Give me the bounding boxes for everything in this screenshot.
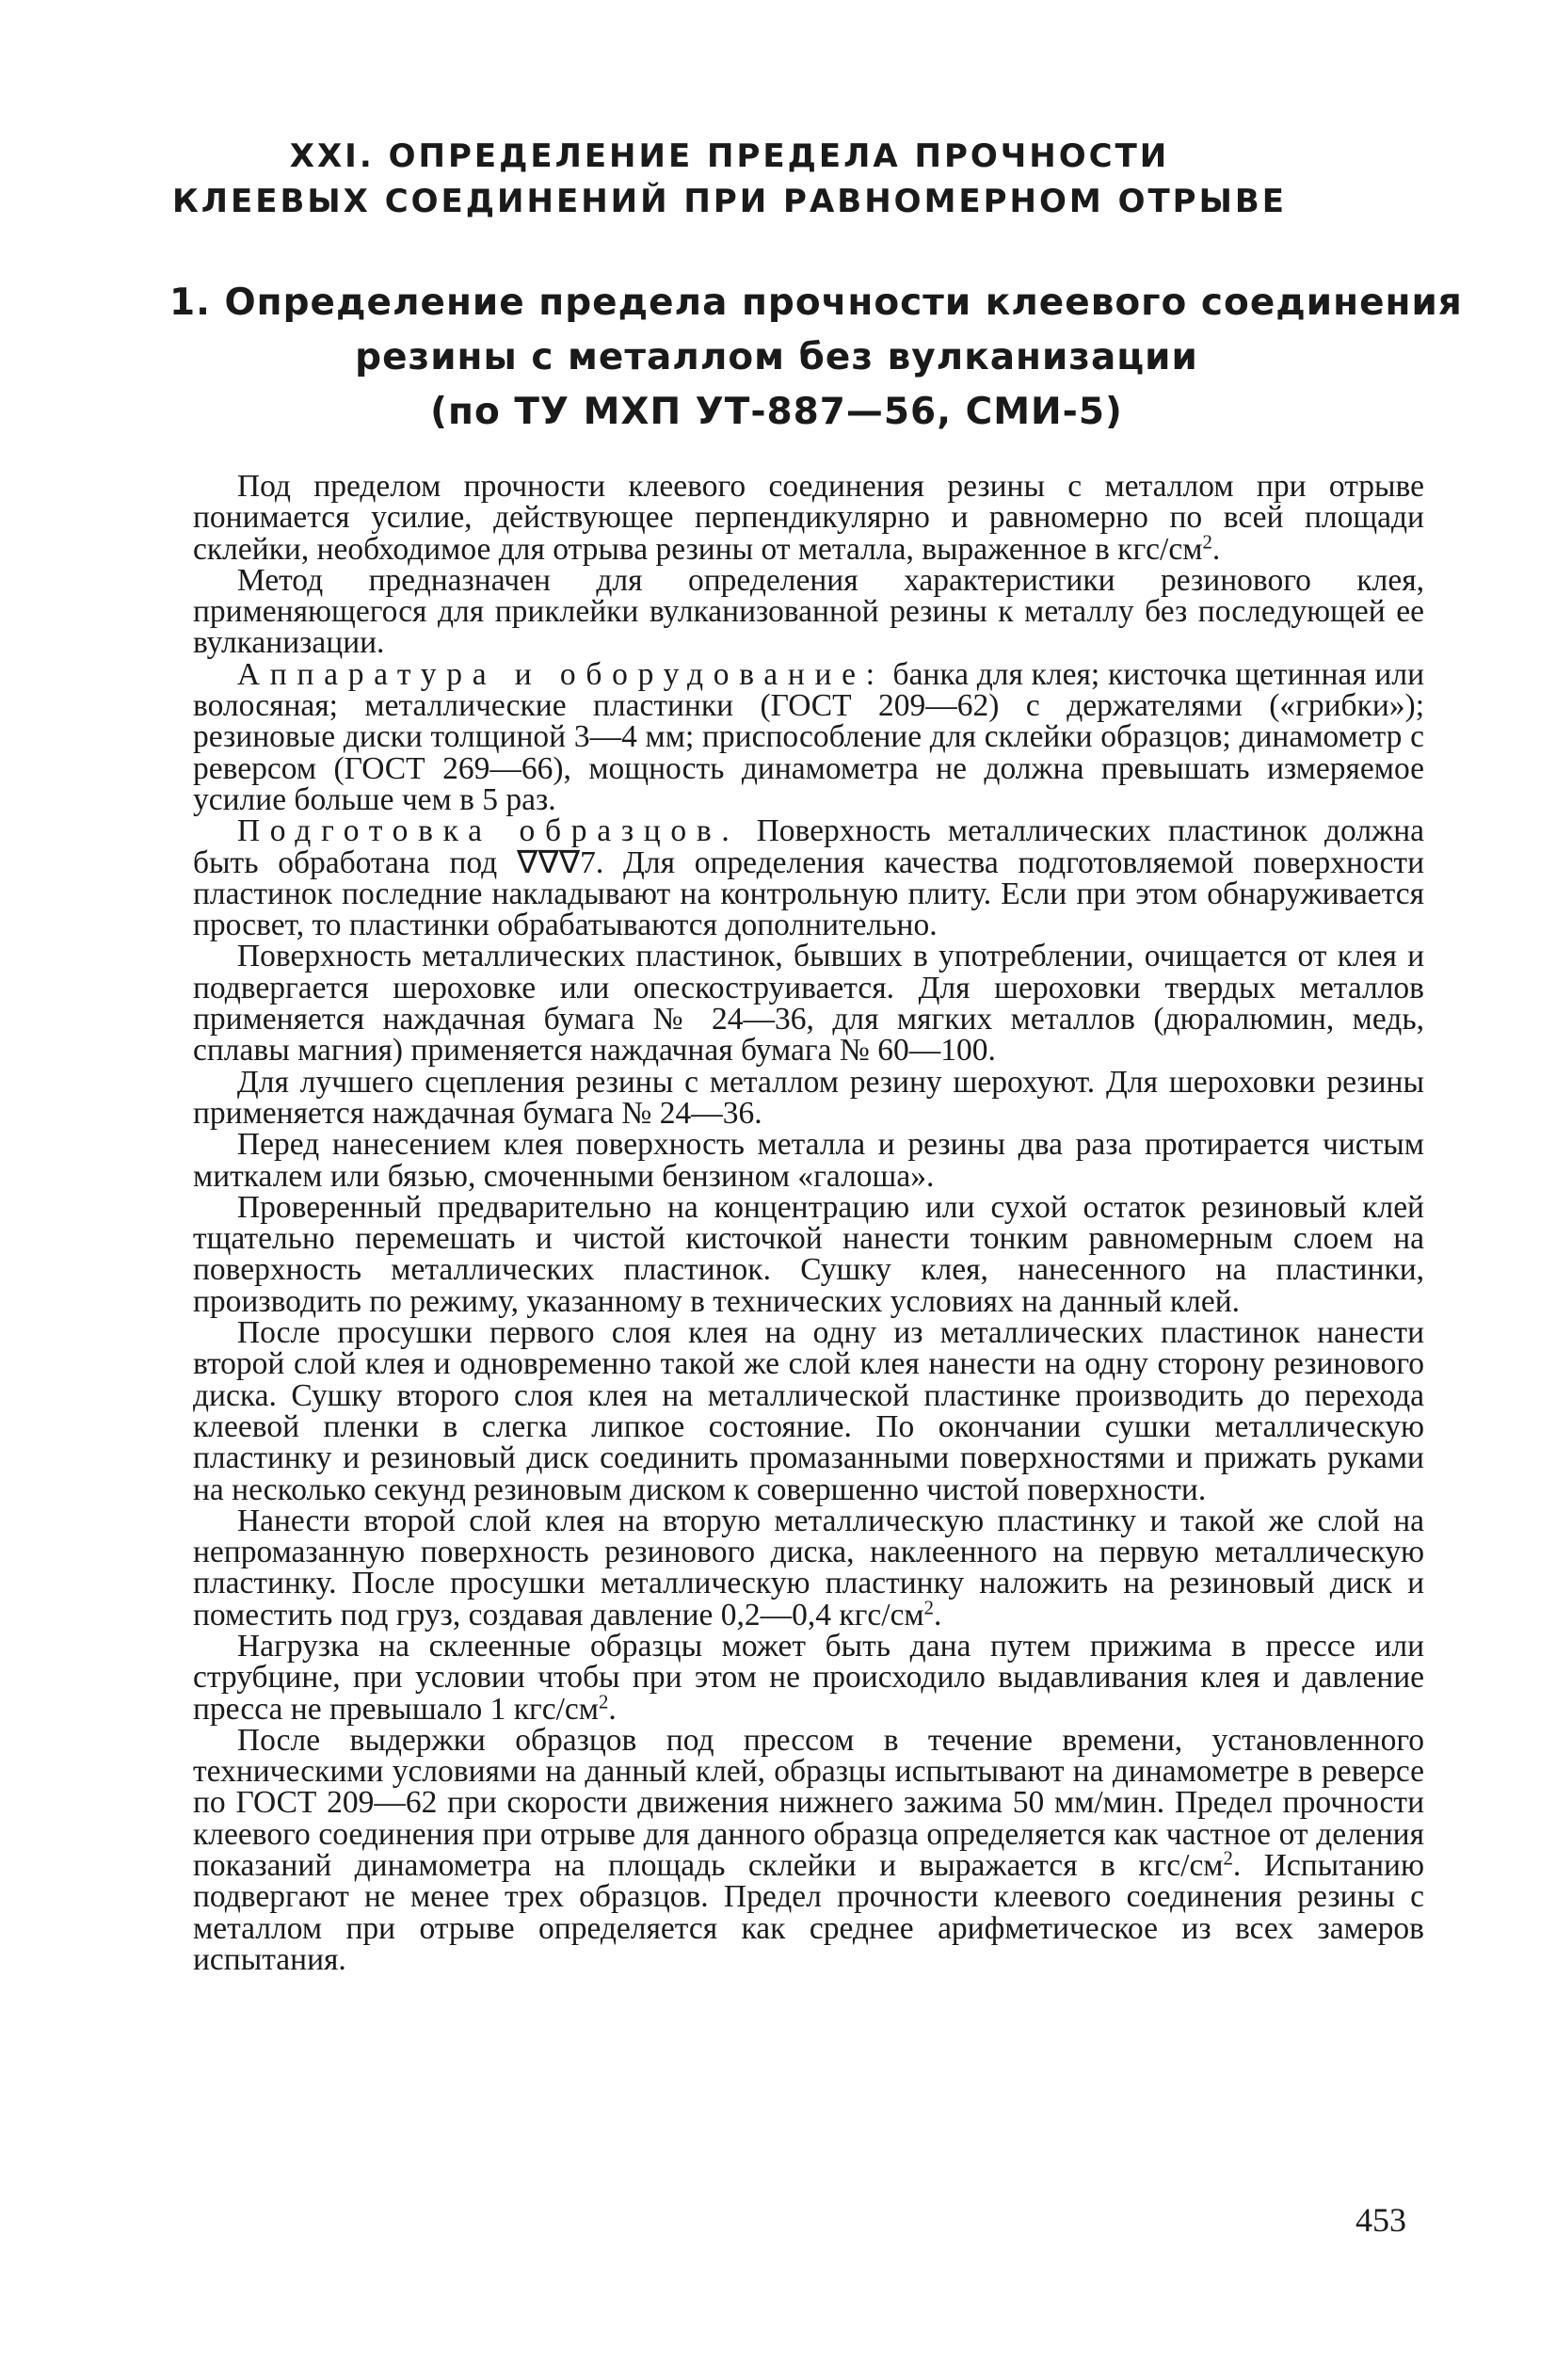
chapter-title-line-1: XXI. ОПРЕДЕЛЕНИЕ ПРЕДЕЛА ПРОЧНОСТИ <box>289 137 1170 175</box>
chapter-title <box>169 134 1290 224</box>
section-title <box>169 276 1463 440</box>
paragraph-load <box>193 1628 1424 1727</box>
paragraph-purpose: Метод предназначен для определения характеристики резинового клея, применяющегося для приклейки вулканизованной резины к металлу без последующей ее вулканизации. <box>193 562 1424 661</box>
paragraph-second-plate <box>193 1505 1424 1631</box>
paragraph-definition-text: Под пределом прочности клеевого соединения резины с металлом при отрыве понимается усилие, действующее перпендикулярно и равномерно по всей площади склейки, необходимое для отрыва резины от металла, выраженное в кгс/см <box>193 469 1424 567</box>
punctuation: . <box>608 1691 617 1727</box>
punctuation: . <box>1211 531 1221 567</box>
section-title-line-2: резины с металлом без вулканизации <box>355 336 1198 378</box>
paragraph-definition <box>193 471 1424 565</box>
equipment-heading: Аппаратура и оборудование: <box>236 656 885 692</box>
chapter-title-line-2: КЛЕЕВЫХ СОЕДИНЕНИЙ ПРИ РАВНОМЕРНОМ ОТРЫВЕ <box>172 183 1287 220</box>
paragraph-load-text: Нагрузка на склеенные образцы может быть дана путем прижима в прессе или струбцине, при условии чтобы при этом не происходило выдавливания клея и давление пресса не превышало 1 кгс/см <box>193 1628 1424 1727</box>
section-title-line-1: 1. Определение предела прочности клеевого соединения <box>169 281 1463 324</box>
paragraph-testing-text: После выдержки образцов под прессом в течение времени, установленного техническими условиями на данный клей, образцы испытывают на динамометре в реверсе по ГОСТ 209—62 при скорости движения нижнего зажима 50 мм/мин. Предел прочности клеевого соединения при отрыве для данного образца определяется как частное от деления показаний динамометра на площадь склейки и выражается в кгс/см <box>193 1722 1424 1884</box>
paragraph-second-layer: После просушки первого слоя клея на одну из металлических пластинок нанести второй слой клея и одновременно такой же слой клея нанести на одну сторону резинового диска. Сушку второго слоя клея на металлической пластинке производить до перехода клеевой пленки в слегка липкое состояние. По окончании сушки металлическую пластинку и резиновый диск соединить промазанными поверхностями и прижать руками на несколько секунд резиновым диском к совершенно чистой поверхности. <box>193 1315 1424 1507</box>
paragraph-testing-text-end: . Испытанию подвергают не менее трех образцов. Предел прочности клеевого соединения резины с металлом при отрыве определяется как среднее арифметическое из всех замеров испытания. <box>193 1848 1424 1977</box>
superscript: 2 <box>599 1691 609 1713</box>
sample-preparation-heading: Подготовка образцов. <box>236 813 740 849</box>
paragraph-rubber-roughing: Для лучшего сцепления резины с металлом резину шерохуют. Для шероховки резины применяется наждачная бумага № 24—36. <box>193 1064 1424 1131</box>
superscript: 2 <box>1223 1847 1233 1870</box>
paragraph-testing <box>193 1722 1424 1977</box>
paragraph-surface-cleaning: Поверхность металлических пластинок, бывших в употреблении, очищается от клея и подвергается шероховке или опескоструивается. Для шероховки твердых металлов применяется наждачная бумага № 24—36, для мягких металлов (дюралюмин, медь, сплавы магния) применяется наждачная бумага № 60—100. <box>193 939 1424 1069</box>
body-text <box>193 471 1424 1975</box>
paragraph-wiping: Перед нанесением клея поверхность металла и резины два раза протирается чистым миткалем или бязью, смоченными бензином «галоша». <box>193 1127 1424 1194</box>
equipment-text: банка для клея; кисточка щетинная или волосяная; металлические пластинки (ГОСТ 209—62) с держателями («грибки»); резиновые диски толщиной 3—4 мм; приспособление для склейки образцов; динамометр с реверсом (ГОСТ 269—66), мощность динамометра не должна превышать измеряемое усилие больше чем в 5 раз. <box>193 656 1424 817</box>
superscript: 2 <box>1202 531 1212 554</box>
sample-preparation-text: Поверхность металлических пластинок должна быть обработана под ∇∇∇7. Для определения качества подготовляемой поверхности пластинок последние накладывают на контрольную плиту. Если при этом обнаруживается просвет, то пластинки обрабатываются дополнительно. <box>193 813 1424 943</box>
paragraph-sample-preparation <box>193 815 1424 941</box>
section-title-line-3: (по ТУ МХП УТ-887—56, СМИ-5) <box>430 391 1123 433</box>
paragraph-glue-application: Проверенный предварительно на концентрацию или сухой остаток резиновый клей тщательно перемешать и чистой кисточкой нанести тонким равномерным слоем на поверхность металлических пластинок. Сушку клея, нанесенного на пластинки, производить по режиму, указанному в технических условиях на данный клей. <box>193 1189 1424 1319</box>
page-number: 453 <box>1355 2201 1406 2239</box>
paragraph-equipment <box>193 656 1424 817</box>
punctuation: . <box>934 1597 942 1632</box>
superscript: 2 <box>923 1597 935 1619</box>
paragraph-second-plate-text: Нанести второй слой клея на вторую металлическую пластинку и такой же слой на непромазанную поверхность резинового диска, наклеенного на первую металлическую пластинку. После просушки металлическую пластинку наложить на резиновый диск и поместить под груз, создавая давление 0,2—0,4 кгс/см <box>193 1503 1424 1632</box>
